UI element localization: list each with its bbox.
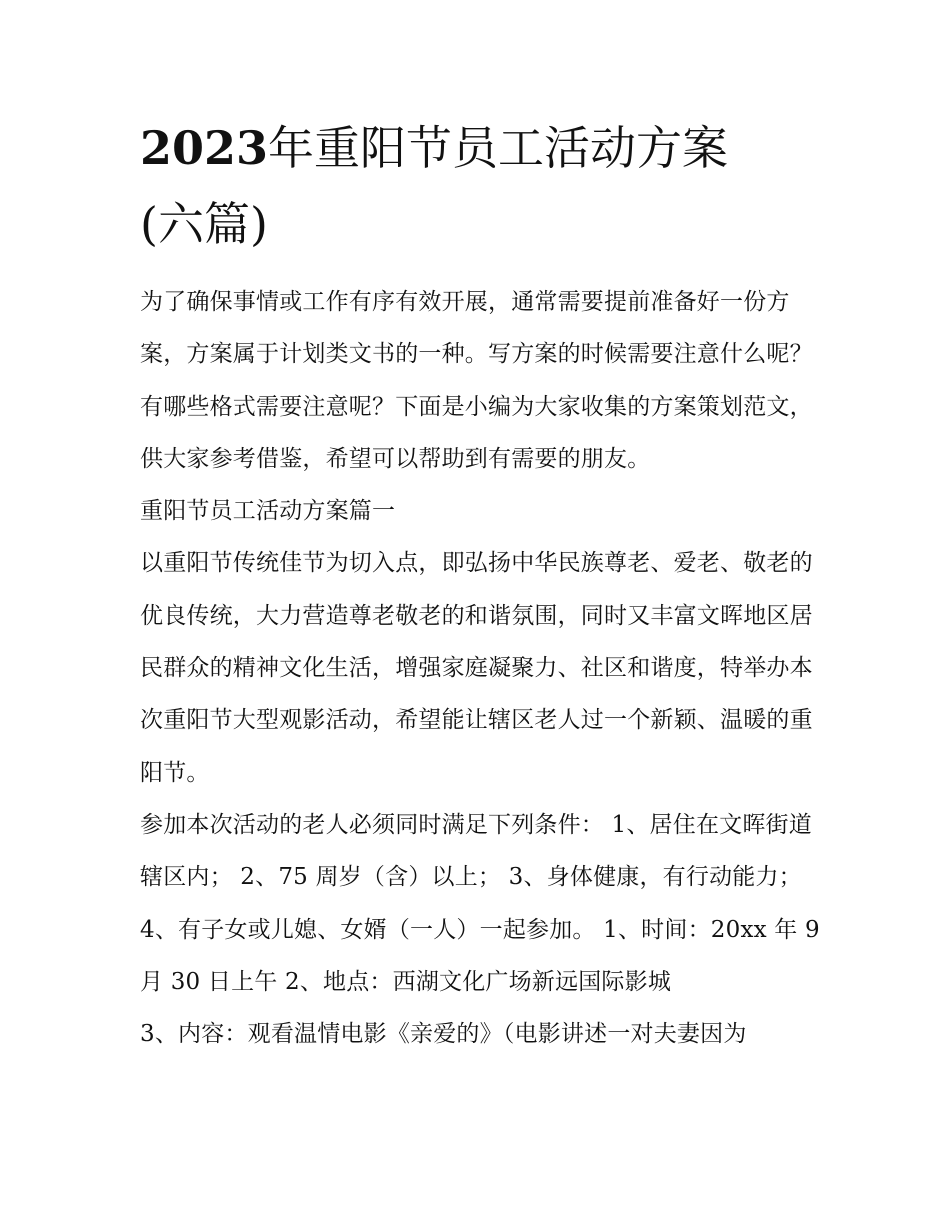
- title-sub: (六篇): [140, 197, 268, 251]
- content-paragraph: 3、内容：观看温情电影《亲爱的》（电影讲述一对夫妻因为: [140, 1021, 747, 1048]
- document-title: [140, 110, 820, 262]
- time-location-paragraph: 4、有子女或儿媳、女婿（一人）一起参加。 1、时间：20xx 年 9 月 30 日上午 2、地点：西湖文化广场新远国际影城: [140, 916, 828, 995]
- title-main: 年重阳节员工活动方案: [268, 121, 729, 175]
- intro-paragraph: 为了确保事情或工作有序有效开展，通常需要提前准备好一份方案，方案属于计划类文书的一种。写方案的时候需要注意什么呢？有哪些格式需要注意呢？下面是小编为大家收集的方案策划范文，供大家参考借鉴，希望可以帮助到有需要的朋友。: [140, 289, 813, 472]
- section-heading: 重阳节员工活动方案篇一: [140, 498, 396, 525]
- purpose-paragraph: 以重阳节传统佳节为切入点，即弘扬中华民族尊老、爱老、敬老的优良传统，大力营造尊老敬老的和谐氛围，同时又丰富文晖地区居民群众的精神文化生活，增强家庭凝聚力、社区和谐度，特举办本次重阳节大型观影活动，希望能让辖区老人过一个新颖、温暖的重阳节。: [140, 550, 813, 786]
- document-body: [140, 276, 828, 1060]
- title-year: 2023: [140, 121, 269, 175]
- eligibility-paragraph: 参加本次活动的老人必须同时满足下列条件： 1、居住在文晖街道辖区内； 2、75 周岁（含）以上； 3、身体健康，有行动能力；: [140, 811, 812, 891]
